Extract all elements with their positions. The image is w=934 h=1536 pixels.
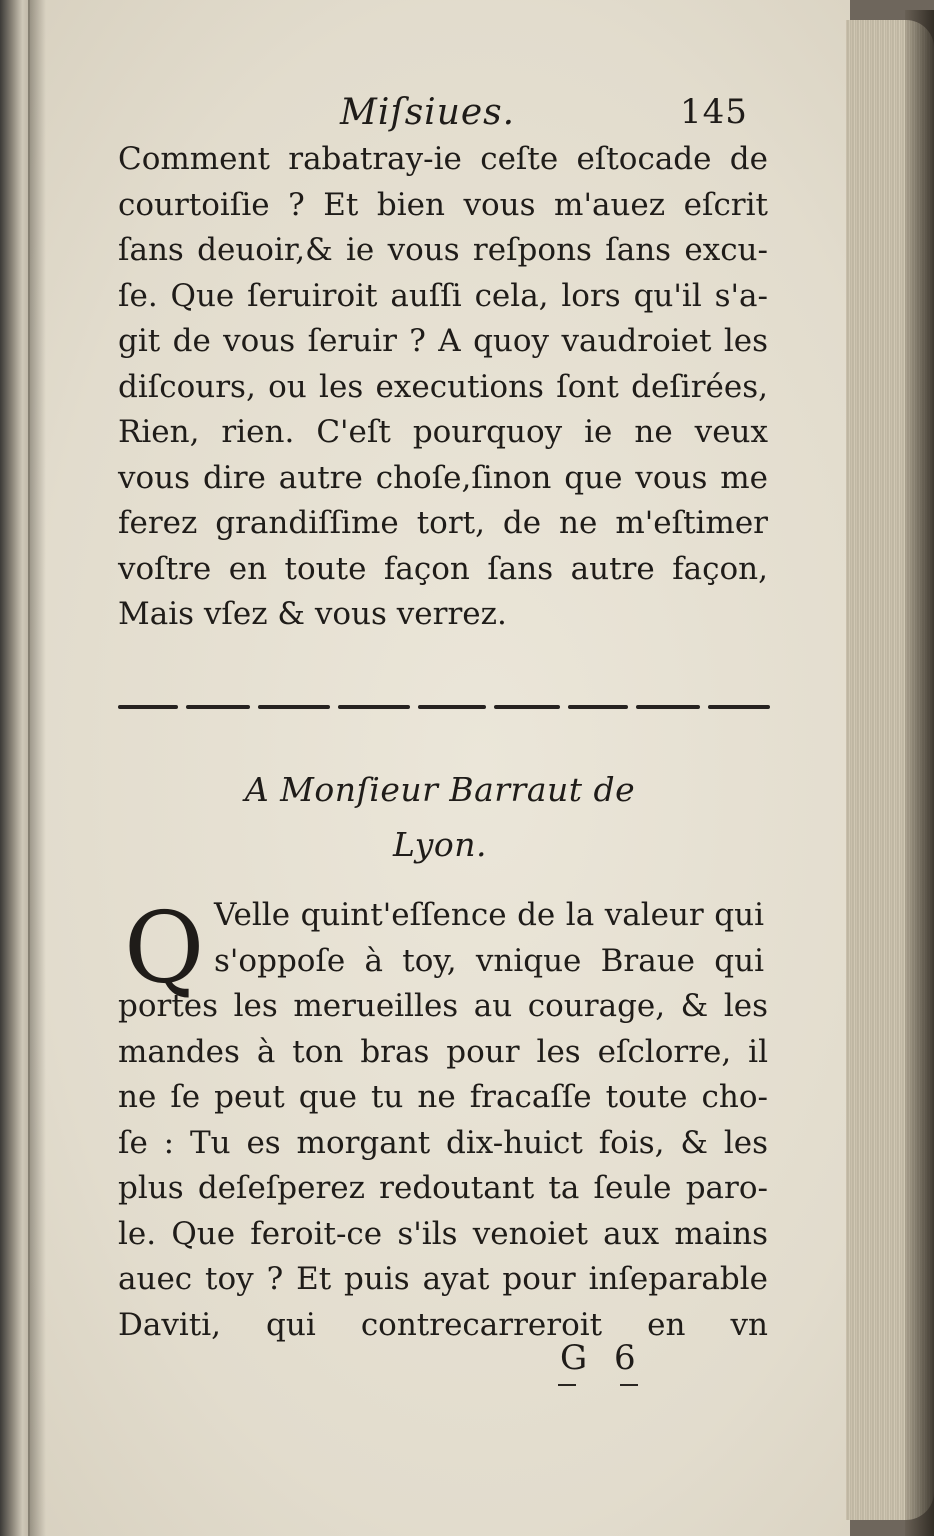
signature-mark: G 6 [560,1338,644,1378]
rule-segment [418,705,486,709]
text-line: diſcours, ou les executions ſont deſirées, [118,368,768,405]
text-line: ſe : Tu es morgant dix-huict fois, & les [118,1124,768,1161]
text-line: Mais vſez & vous verrez. [118,596,507,632]
letter-heading: A Monſieur Barraut de [244,770,636,809]
text-line: s'oppoſe à toy, vnique Braue qui [214,942,764,979]
letter-heading-city: Lyon. [392,825,488,864]
text-line: courtoiſie ? Et bien vous m'auez eſcrit [118,186,768,223]
rule-segment [338,705,410,709]
text-line: vous dire autre choſe,ſinon que vous me [118,459,768,496]
section-divider-rule [118,700,774,714]
rule-segment [186,705,250,709]
rule-segment [636,705,700,709]
book-page [30,0,850,1536]
text-line: voſtre en toute façon ſans autre façon, [118,550,768,587]
text-line: ſe. Que ſeruiroit auſſi cela, lors qu'il s'a- [118,277,768,314]
fore-edge-shadow [905,10,934,1536]
text-line: plus deſeſperez redoutant ta ſeule paro- [118,1170,768,1206]
underline-mark [620,1384,638,1386]
text-line: git de vous ſeruir ? A quoy vaudroiet les [118,323,768,359]
text-line: Rien, rien. C'eſt pourquoy ie ne veux [118,414,768,450]
page-number: 145 [680,92,748,132]
running-title: Miſsiues. [340,92,516,133]
letter-two-body [118,984,768,1348]
rule-segment [258,705,330,709]
text-line: Daviti, qui contrecarreroit en vn [118,1306,768,1343]
rule-segment [494,705,560,709]
previous-page-edge [0,0,30,1536]
page-content [30,0,850,1536]
text-line: auec toy ? Et puis ayat pour inſeparable [118,1261,768,1297]
text-line: Velle quint'eſſence de la valeur qui [214,897,764,933]
text-line: mandes à ton bras pour les eſclorre, il [118,1033,768,1070]
rule-segment [568,705,628,709]
text-line: ſans deuoir,& ie vous reſpons ſans excu- [118,232,768,268]
drop-cap-initial: Q [124,892,205,1006]
rule-segment [708,705,770,709]
text-line: ferez grandiſſime tort, de ne m'eſtimer [118,505,768,541]
running-head [30,92,850,142]
text-line: le. Que feroit-ce s'ils venoiet aux mains [118,1215,768,1252]
rule-segment [118,705,178,709]
text-line: Comment rabatray-ie ceſte eſtocade de [118,141,768,177]
letter-two-opening [214,893,764,984]
letter-one-body [118,137,768,638]
text-line: ne ſe peut que tu ne fracaſſe toute cho- [118,1079,768,1115]
signature-underline-marks [558,1384,678,1392]
underline-mark [558,1384,576,1386]
text-line: portes les merueilles au courage, & les [118,988,768,1024]
gutter-shadow [28,0,46,1536]
